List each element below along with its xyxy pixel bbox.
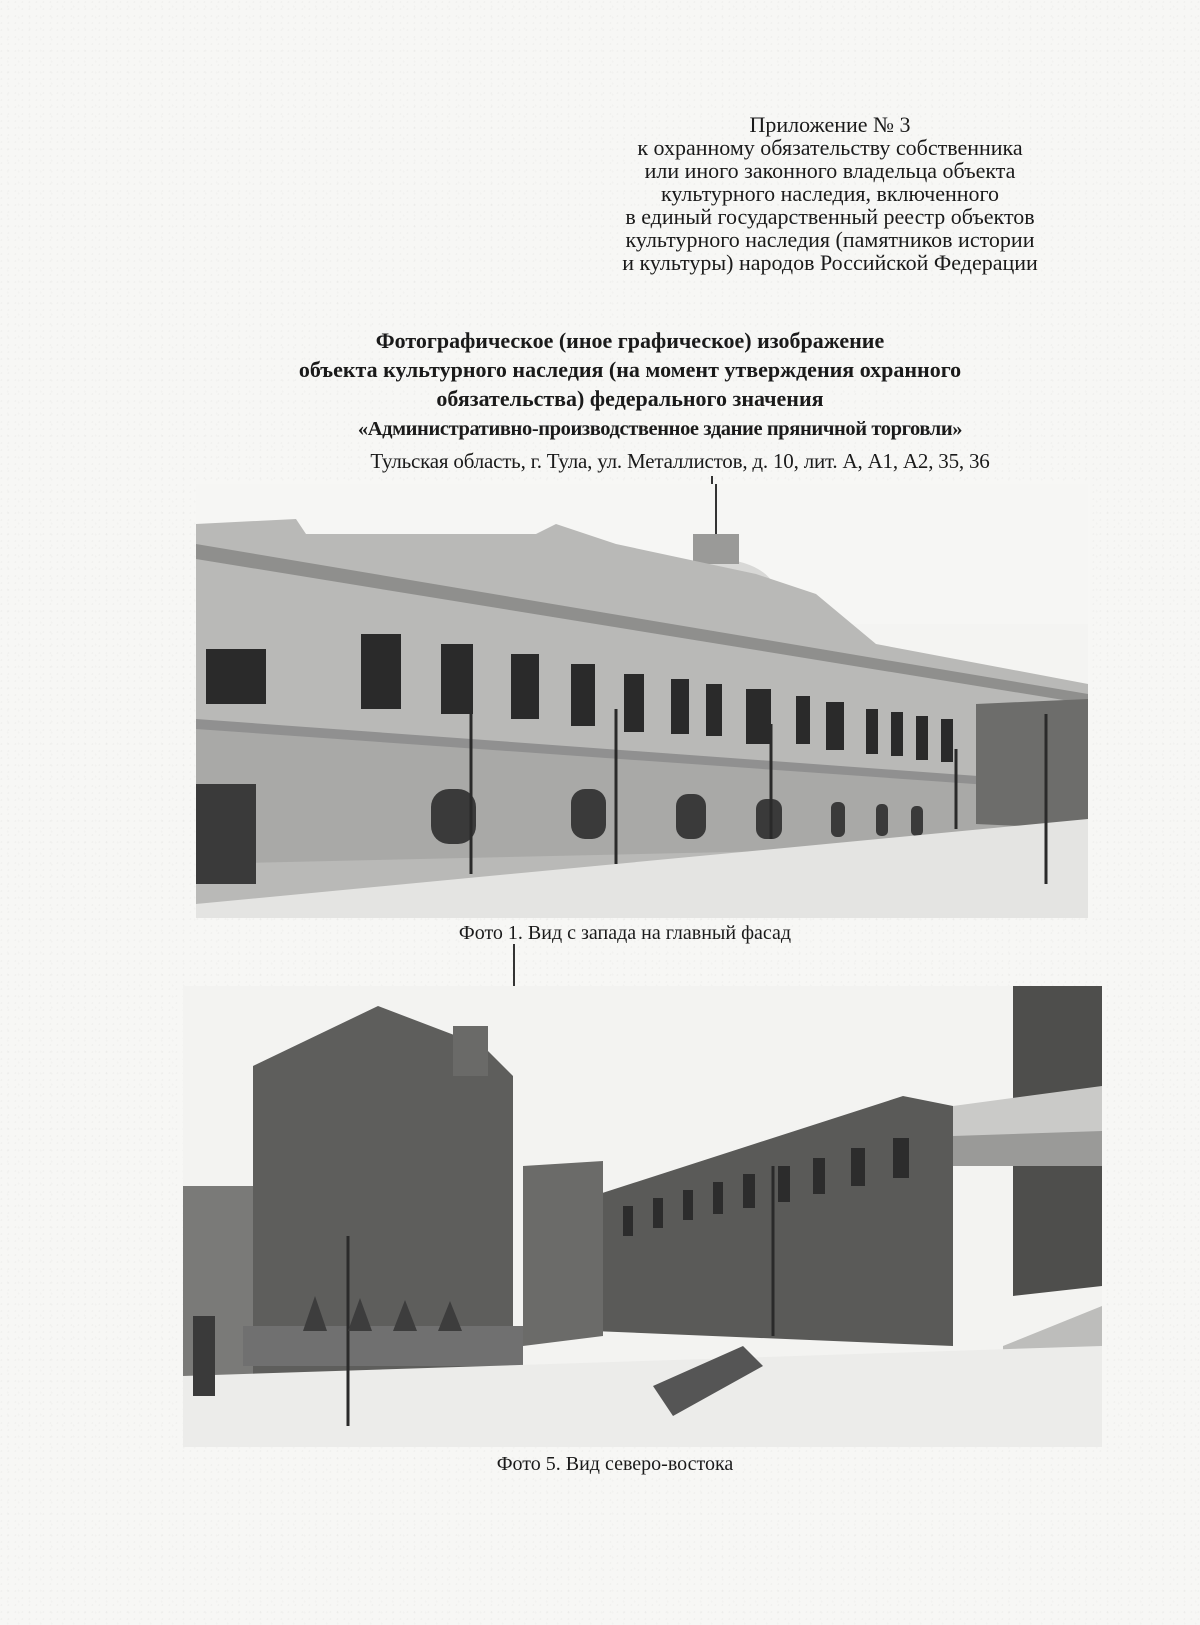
photo-north-east-view [183, 986, 1102, 1447]
title-line: обязательства) федерального значения [436, 386, 824, 411]
appendix-line: или иного законного владельца объекта [644, 158, 1016, 183]
object-name: «Административно-производственное здание пряничной торговли» [357, 418, 963, 440]
appendix-line: Приложение № 3 [749, 112, 911, 137]
appendix-line: и культуры) народов Российской Федерации [622, 250, 1038, 275]
object-address: Тульская область, г. Тула, ул. Металлистов, д. 10, лит. А, А1, А2, 35, 36 [370, 449, 990, 473]
appendix-line: в единый государственный реестр объектов [625, 204, 1035, 229]
photo-main-facade [196, 484, 1088, 918]
photo-caption: Фото 1. Вид с запада на главный фасад [458, 922, 792, 944]
appendix-line: культурного наследия (памятников истории [625, 227, 1035, 252]
appendix-line: к охранному обязательству собственника [637, 135, 1023, 160]
title-line: Фотографическое (иное графическое) изображение [375, 328, 885, 353]
document-title [190, 326, 1070, 413]
title-line: объекта культурного наследия (на момент утверждения охранного [298, 357, 962, 382]
photo-caption: Фото 5. Вид северо-востока [496, 1453, 734, 1475]
appendix-line: культурного наследия, включенного [660, 181, 999, 206]
appendix-header [560, 113, 1100, 274]
